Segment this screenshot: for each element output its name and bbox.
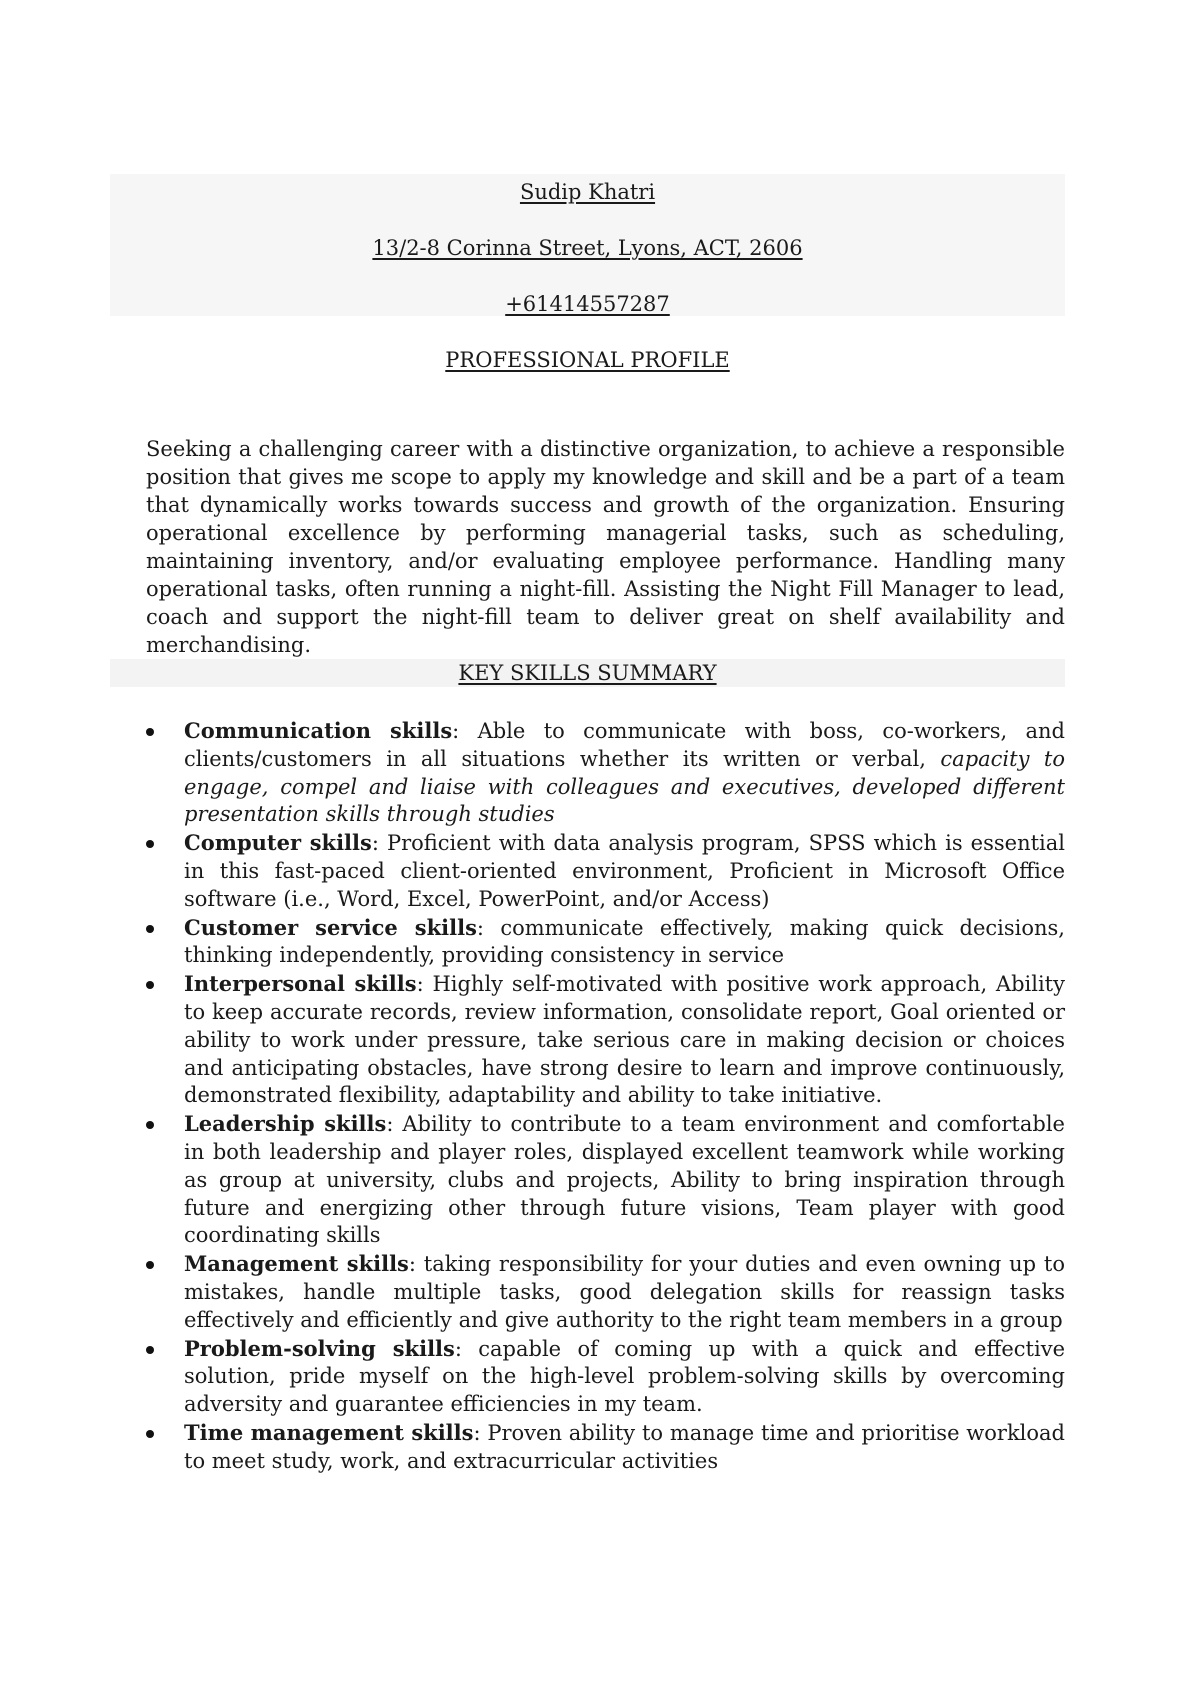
skill-item-customer-service bbox=[146, 914, 1065, 971]
candidate-address: 13/2-8 Corinna Street, Lyons, ACT, 2606 bbox=[372, 236, 803, 260]
skill-description: : Able to communicate with boss, co-workers, and clients/customers in all situations whether its written or verbal, bbox=[184, 719, 1065, 771]
skills-list bbox=[146, 717, 1065, 1476]
skill-name: Customer service skills bbox=[184, 914, 477, 940]
skill-item-leadership bbox=[146, 1110, 1065, 1250]
skill-description: : Proficient with data analysis program, SPSS which is essential in this fast-paced client-oriented environment, Proficient in Microsoft Office software (i.e., Word, Excel, PowerPoint, and/or Access) bbox=[184, 831, 1065, 911]
bullet-icon bbox=[146, 840, 154, 848]
skill-item-communication bbox=[146, 717, 1065, 829]
bullet-icon bbox=[146, 728, 154, 736]
bullet-icon bbox=[146, 1121, 154, 1129]
bullet-icon bbox=[146, 1430, 154, 1438]
skill-item-management bbox=[146, 1250, 1065, 1334]
skill-name: Computer skills bbox=[184, 830, 372, 856]
skill-name: Management skills bbox=[184, 1251, 409, 1277]
skill-description: : Ability to contribute to a team environment and comfortable in both leadership and player roles, displayed excellent teamwork while working as group at university, clubs and projects, Ability to bring inspiration through future and energizing other through future visions, Team player with good coordinating skills bbox=[184, 1112, 1065, 1248]
skill-description: : capable of coming up with a quick and effective solution, pride myself on the high-level problem-solving skills by overcoming adversity and guarantee efficiencies in my team. bbox=[184, 1336, 1065, 1417]
skill-name: Time management skills bbox=[184, 1419, 474, 1445]
skill-description: : taking responsibility for your duties and even owning up to mistakes, handle multiple tasks, good delegation skills for reassign tasks effectively and efficiently and give authority to the right team members in a group bbox=[184, 1252, 1065, 1332]
skill-description: : communicate effectively, making quick decisions, thinking independently, providing consistency in service bbox=[184, 915, 1065, 968]
bullet-icon bbox=[146, 1261, 154, 1269]
skill-item-time-management bbox=[146, 1419, 1065, 1476]
skill-item-interpersonal bbox=[146, 970, 1065, 1110]
skill-description: : Highly self-motivated with positive work approach, Ability to keep accurate records, review information, consolidate report, Goal oriented or ability to work under pressure, take serious care in making decision or choices and anticipating obstacles, have strong desire to learn and improve continuously, demonstrated flexibility, adaptability and ability to take initiative. bbox=[184, 972, 1065, 1108]
key-skills-heading: KEY SKILLS SUMMARY bbox=[458, 661, 717, 685]
professional-profile-text: Seeking a challenging career with a distinctive organization, to achieve a responsible position that gives me scope to apply my knowledge and skill and be a part of a team that dynamically works towards success and growth of the organization. Ensuring operational excellence by performing managerial tasks, such as scheduling, maintaining inventory, and/or evaluating employee performance. Handling many operational tasks, often running a night-fill. Assisting the Night Fill Manager to lead, coach and support the night-fill team to deliver great on shelf availability and merchandising. bbox=[146, 437, 1065, 657]
skill-name: Interpersonal skills bbox=[184, 971, 417, 997]
skill-description: : Proven ability to manage time and prioritise workload to meet study, work, and extracurricular activities bbox=[184, 1420, 1065, 1473]
bullet-icon bbox=[146, 1346, 154, 1354]
bullet-icon bbox=[146, 981, 154, 989]
skill-name: Communication skills bbox=[184, 718, 453, 743]
skill-item-problem-solving bbox=[146, 1335, 1065, 1419]
candidate-phone: +61414557287 bbox=[505, 292, 670, 316]
bullet-icon bbox=[146, 925, 154, 933]
skill-name: Problem-solving skills bbox=[184, 1335, 455, 1361]
candidate-name: Sudip Khatri bbox=[519, 180, 656, 204]
professional-profile-heading: PROFESSIONAL PROFILE bbox=[445, 348, 730, 372]
skill-item-computer bbox=[146, 829, 1065, 913]
skill-name: Leadership skills bbox=[184, 1111, 387, 1137]
skill-description-italic: capacity to engage, compel and liaise with colleagues and executives, developed different presentation skills through studies bbox=[184, 746, 1065, 827]
